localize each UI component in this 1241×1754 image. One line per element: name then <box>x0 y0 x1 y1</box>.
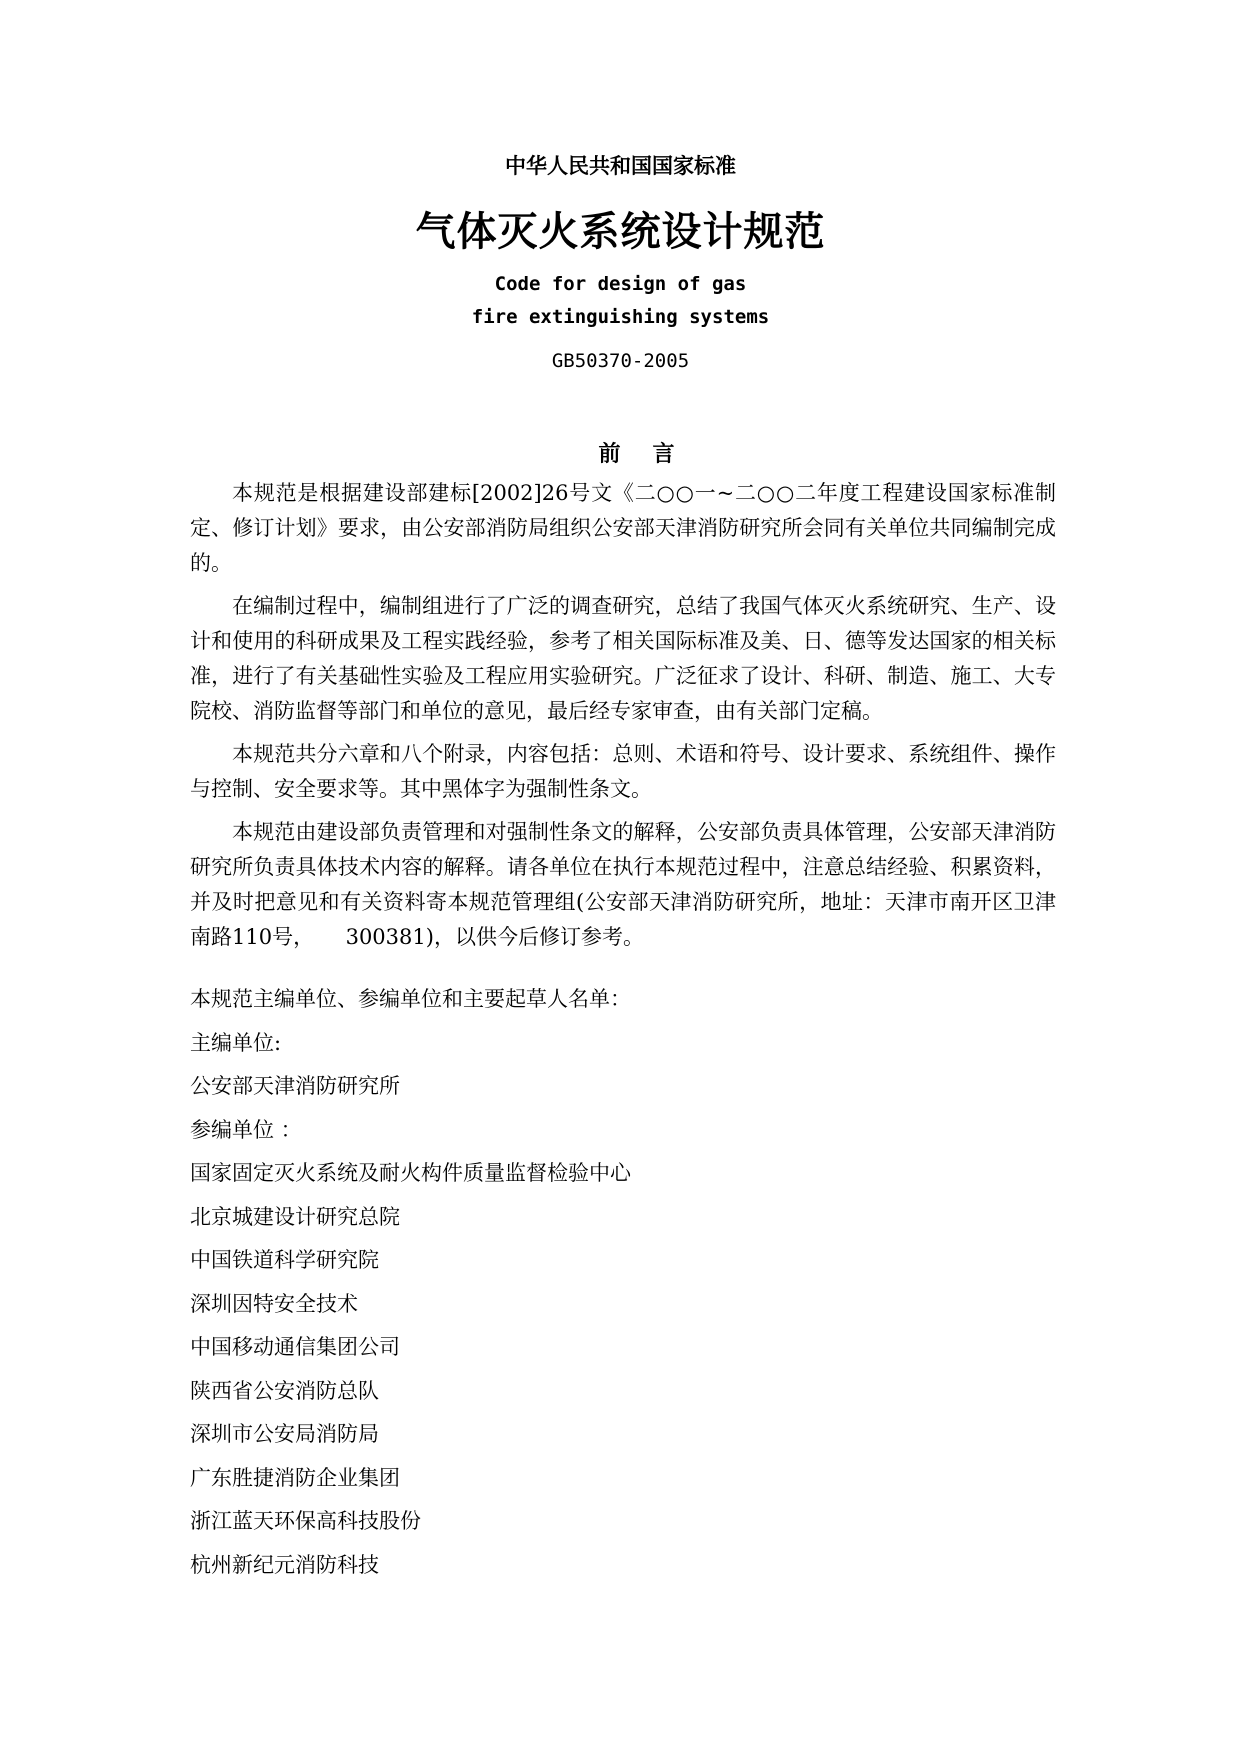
preface-paragraph-2: 在编制过程中，编制组进行了广泛的调查研究，总结了我国气体灭火系统研究、生产、设计和使用的科研成果及工程实践经验，参考了相关国际标准及美、日、德等发达国家的相关标准，进行了有关基础性实验及工程应用实验研究。广泛征求了设计、科研、制造、施工、大专院校、消防监督等部门和单位的意见，最后经专家审查，由有关部门定稿。 <box>190 594 1056 723</box>
participating-unit: 浙江蓝天环保高科技股份 <box>190 1509 421 1533</box>
standard-category: 中华人民共和国国家标准 <box>505 154 736 178</box>
preface-paragraph-1: 本规范是根据建设部建标[2002]26号文《二○○一~二○○二年度工程建设国家标准制定、修订计划》要求，由公安部消防局组织公安部天津消防研究所会同有关单位共同编制完成的。 <box>190 481 1056 575</box>
participating-unit: 深圳市公安局消防局 <box>190 1422 379 1446</box>
participating-unit: 深圳因特安全技术 <box>190 1291 358 1316</box>
participating-unit: 陕西省公安消防总队 <box>190 1378 379 1403</box>
preface-paragraph-3: 本规范共分六章和八个附录，内容包括：总则、术语和符号、设计要求、系统组件、操作与控制、安全要求等。其中黑体字为强制性条文。 <box>190 742 1056 801</box>
chief-unit-label: 主编单位: <box>190 1030 282 1055</box>
participating-unit: 中国移动通信集团公司 <box>190 1335 400 1359</box>
document-title: 气体灭火系统设计规范 <box>415 209 826 255</box>
english-title-line-1: Code for design of gas <box>494 273 747 295</box>
participating-unit: 广东胜捷消防企业集团 <box>190 1465 400 1490</box>
participating-unit: 杭州新纪元消防科技 <box>190 1552 379 1577</box>
english-title-line-2: fire extinguishing systems <box>471 306 770 328</box>
units-list <box>190 978 1056 1587</box>
standard-code: GB50370-2005 <box>551 350 690 372</box>
units-intro: 本规范主编单位、参编单位和主要起草人名单： <box>190 987 631 1011</box>
preface-paragraph-4: 本规范由建设部负责管理和对强制性条文的解释，公安部负责具体管理，公安部天津消防研究所负责具体技术内容的解释。请各单位在执行本规范过程中，注意总结经验、积累资料，并及时把意见和有关资料寄本规范管理组(公安部天津消防研究所，地址：天津市南开区卫津南路110号， 300381)，以供今后修订参考。 <box>190 820 1056 949</box>
preface-heading: 前言 <box>598 442 707 467</box>
participating-unit: 北京城建设计研究总院 <box>190 1204 400 1229</box>
participating-unit: 国家固定灭火系统及耐火构件质量监督检验中心 <box>190 1161 631 1185</box>
participating-units-label: 参编单位 ： <box>190 1117 302 1142</box>
chief-unit: 公安部天津消防研究所 <box>190 1074 400 1098</box>
preface-body <box>190 476 1056 963</box>
participating-unit: 中国铁道科学研究院 <box>190 1248 379 1272</box>
